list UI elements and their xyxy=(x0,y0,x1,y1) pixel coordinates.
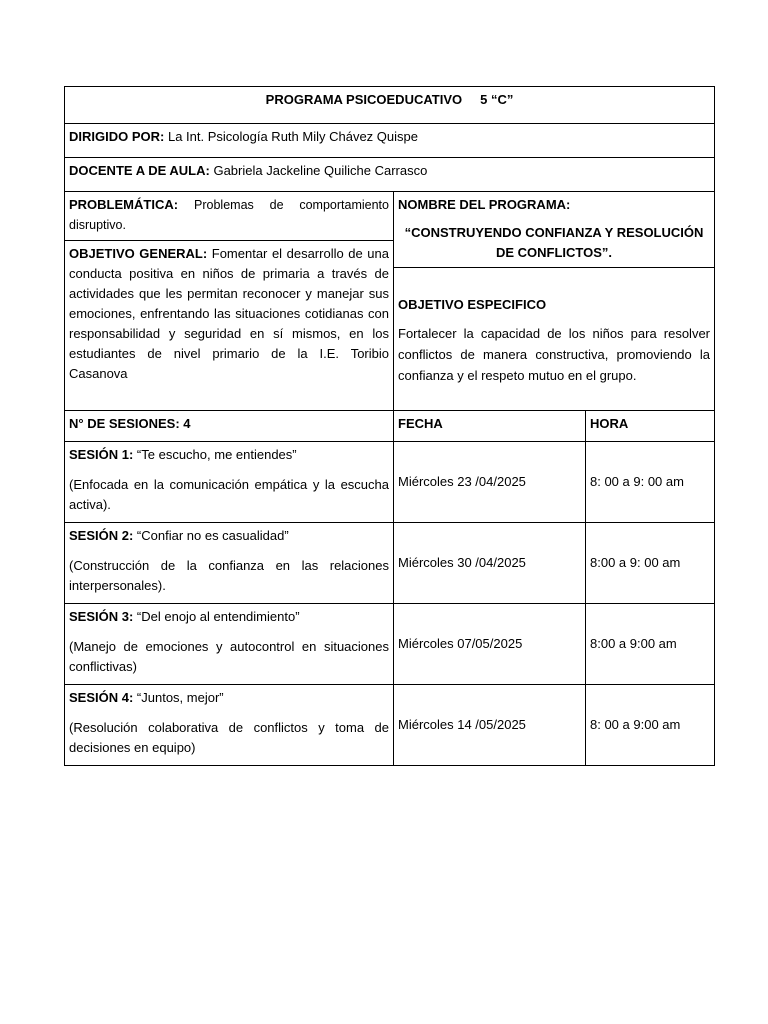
session-row xyxy=(65,442,715,523)
session-desc: (Construcción de la confianza en las relaciones interpersonales). xyxy=(69,558,389,593)
session-hora: 8:00 a 9:00 am xyxy=(586,604,715,685)
nombre-objetivo-cell xyxy=(394,192,715,411)
objetivo-especifico-value: Fortalecer la capacidad de los niños para resolver conflictos de manera constructiva, promoviendo la confianza y el respeto mutuo en el grupo. xyxy=(398,326,711,383)
docente-row xyxy=(65,158,715,192)
docente-value: Gabriela Jackeline Quiliche Carrasco xyxy=(213,163,428,178)
problematica-cell xyxy=(65,192,394,241)
dirigido-label: DIRIGIDO POR: xyxy=(69,129,165,144)
session-fecha: Miércoles 14 /05/2025 xyxy=(394,685,586,766)
session-title: “Te escucho, me entiendes” xyxy=(136,447,297,462)
session-desc: (Manejo de emociones y autocontrol en situaciones conflictivas) xyxy=(69,639,389,674)
dirigido-value: La Int. Psicología Ruth Mily Chávez Quispe xyxy=(167,129,418,144)
session-row xyxy=(65,685,715,766)
session-title: “Juntos, mejor” xyxy=(136,690,224,705)
docente-label: DOCENTE A DE AULA: xyxy=(69,163,210,178)
session-fecha: Miércoles 30 /04/2025 xyxy=(394,523,586,604)
session-label: SESIÓN 2: xyxy=(69,528,134,543)
problematica-label: PROBLEMÁTICA: xyxy=(69,197,179,212)
session-desc: (Enfocada en la comunicación empática y la escucha activa). xyxy=(69,477,389,512)
session-hora: 8: 00 a 9: 00 am xyxy=(586,442,715,523)
nombre-programa-label: NOMBRE DEL PROGRAMA: xyxy=(398,197,571,212)
hora-header: HORA xyxy=(586,411,715,442)
program-title xyxy=(65,87,715,124)
session-cell xyxy=(65,604,394,685)
objetivo-general-label: OBJETIVO GENERAL: xyxy=(69,246,208,261)
session-cell xyxy=(65,685,394,766)
session-cell xyxy=(65,442,394,523)
nombre-programa-value: “CONSTRUYENDO CONFIANZA Y RESOLUCIÓN DE CONFLICTOS”. xyxy=(404,225,704,260)
program-table xyxy=(64,86,715,766)
objetivo-especifico-label: OBJETIVO ESPECIFICO xyxy=(398,297,547,312)
problematica-value: Problemas de comportamiento disruptivo. xyxy=(69,198,389,232)
session-desc: (Resolución colaborativa de conflictos y toma de decisiones en equipo) xyxy=(69,720,389,755)
session-title: “Del enojo al entendimiento” xyxy=(136,609,300,624)
objetivo-general-value: Fomentar el desarrollo de una conducta positiva en niños de primaria a través de actividades que les permitan reconocer y manejar sus emociones, enfrentando las situaciones cotidianas con responsabilidad y seguridad en sí mismos, en los estudiantes de nivel primario de la I.E. Toribio Casanova xyxy=(69,246,389,381)
program-grade: 5 “C” xyxy=(480,92,514,107)
program-title-text: PROGRAMA PSICOEDUCATIVO xyxy=(265,92,463,107)
sesiones-header: N° DE SESIONES: 4 xyxy=(65,411,394,442)
session-fecha: Miércoles 23 /04/2025 xyxy=(394,442,586,523)
session-cell xyxy=(65,523,394,604)
fecha-header: FECHA xyxy=(394,411,586,442)
session-hora: 8: 00 a 9:00 am xyxy=(586,685,715,766)
session-row xyxy=(65,604,715,685)
dirigido-row xyxy=(65,124,715,158)
session-hora: 8:00 a 9: 00 am xyxy=(586,523,715,604)
session-label: SESIÓN 1: xyxy=(69,447,134,462)
session-label: SESIÓN 4: xyxy=(69,690,134,705)
objetivo-especifico-block xyxy=(394,268,714,390)
objetivo-general-cell xyxy=(65,241,394,411)
nombre-programa-block xyxy=(394,192,714,268)
session-row xyxy=(65,523,715,604)
session-label: SESIÓN 3: xyxy=(69,609,134,624)
session-title: “Confiar no es casualidad” xyxy=(136,528,289,543)
session-fecha: Miércoles 07/05/2025 xyxy=(394,604,586,685)
